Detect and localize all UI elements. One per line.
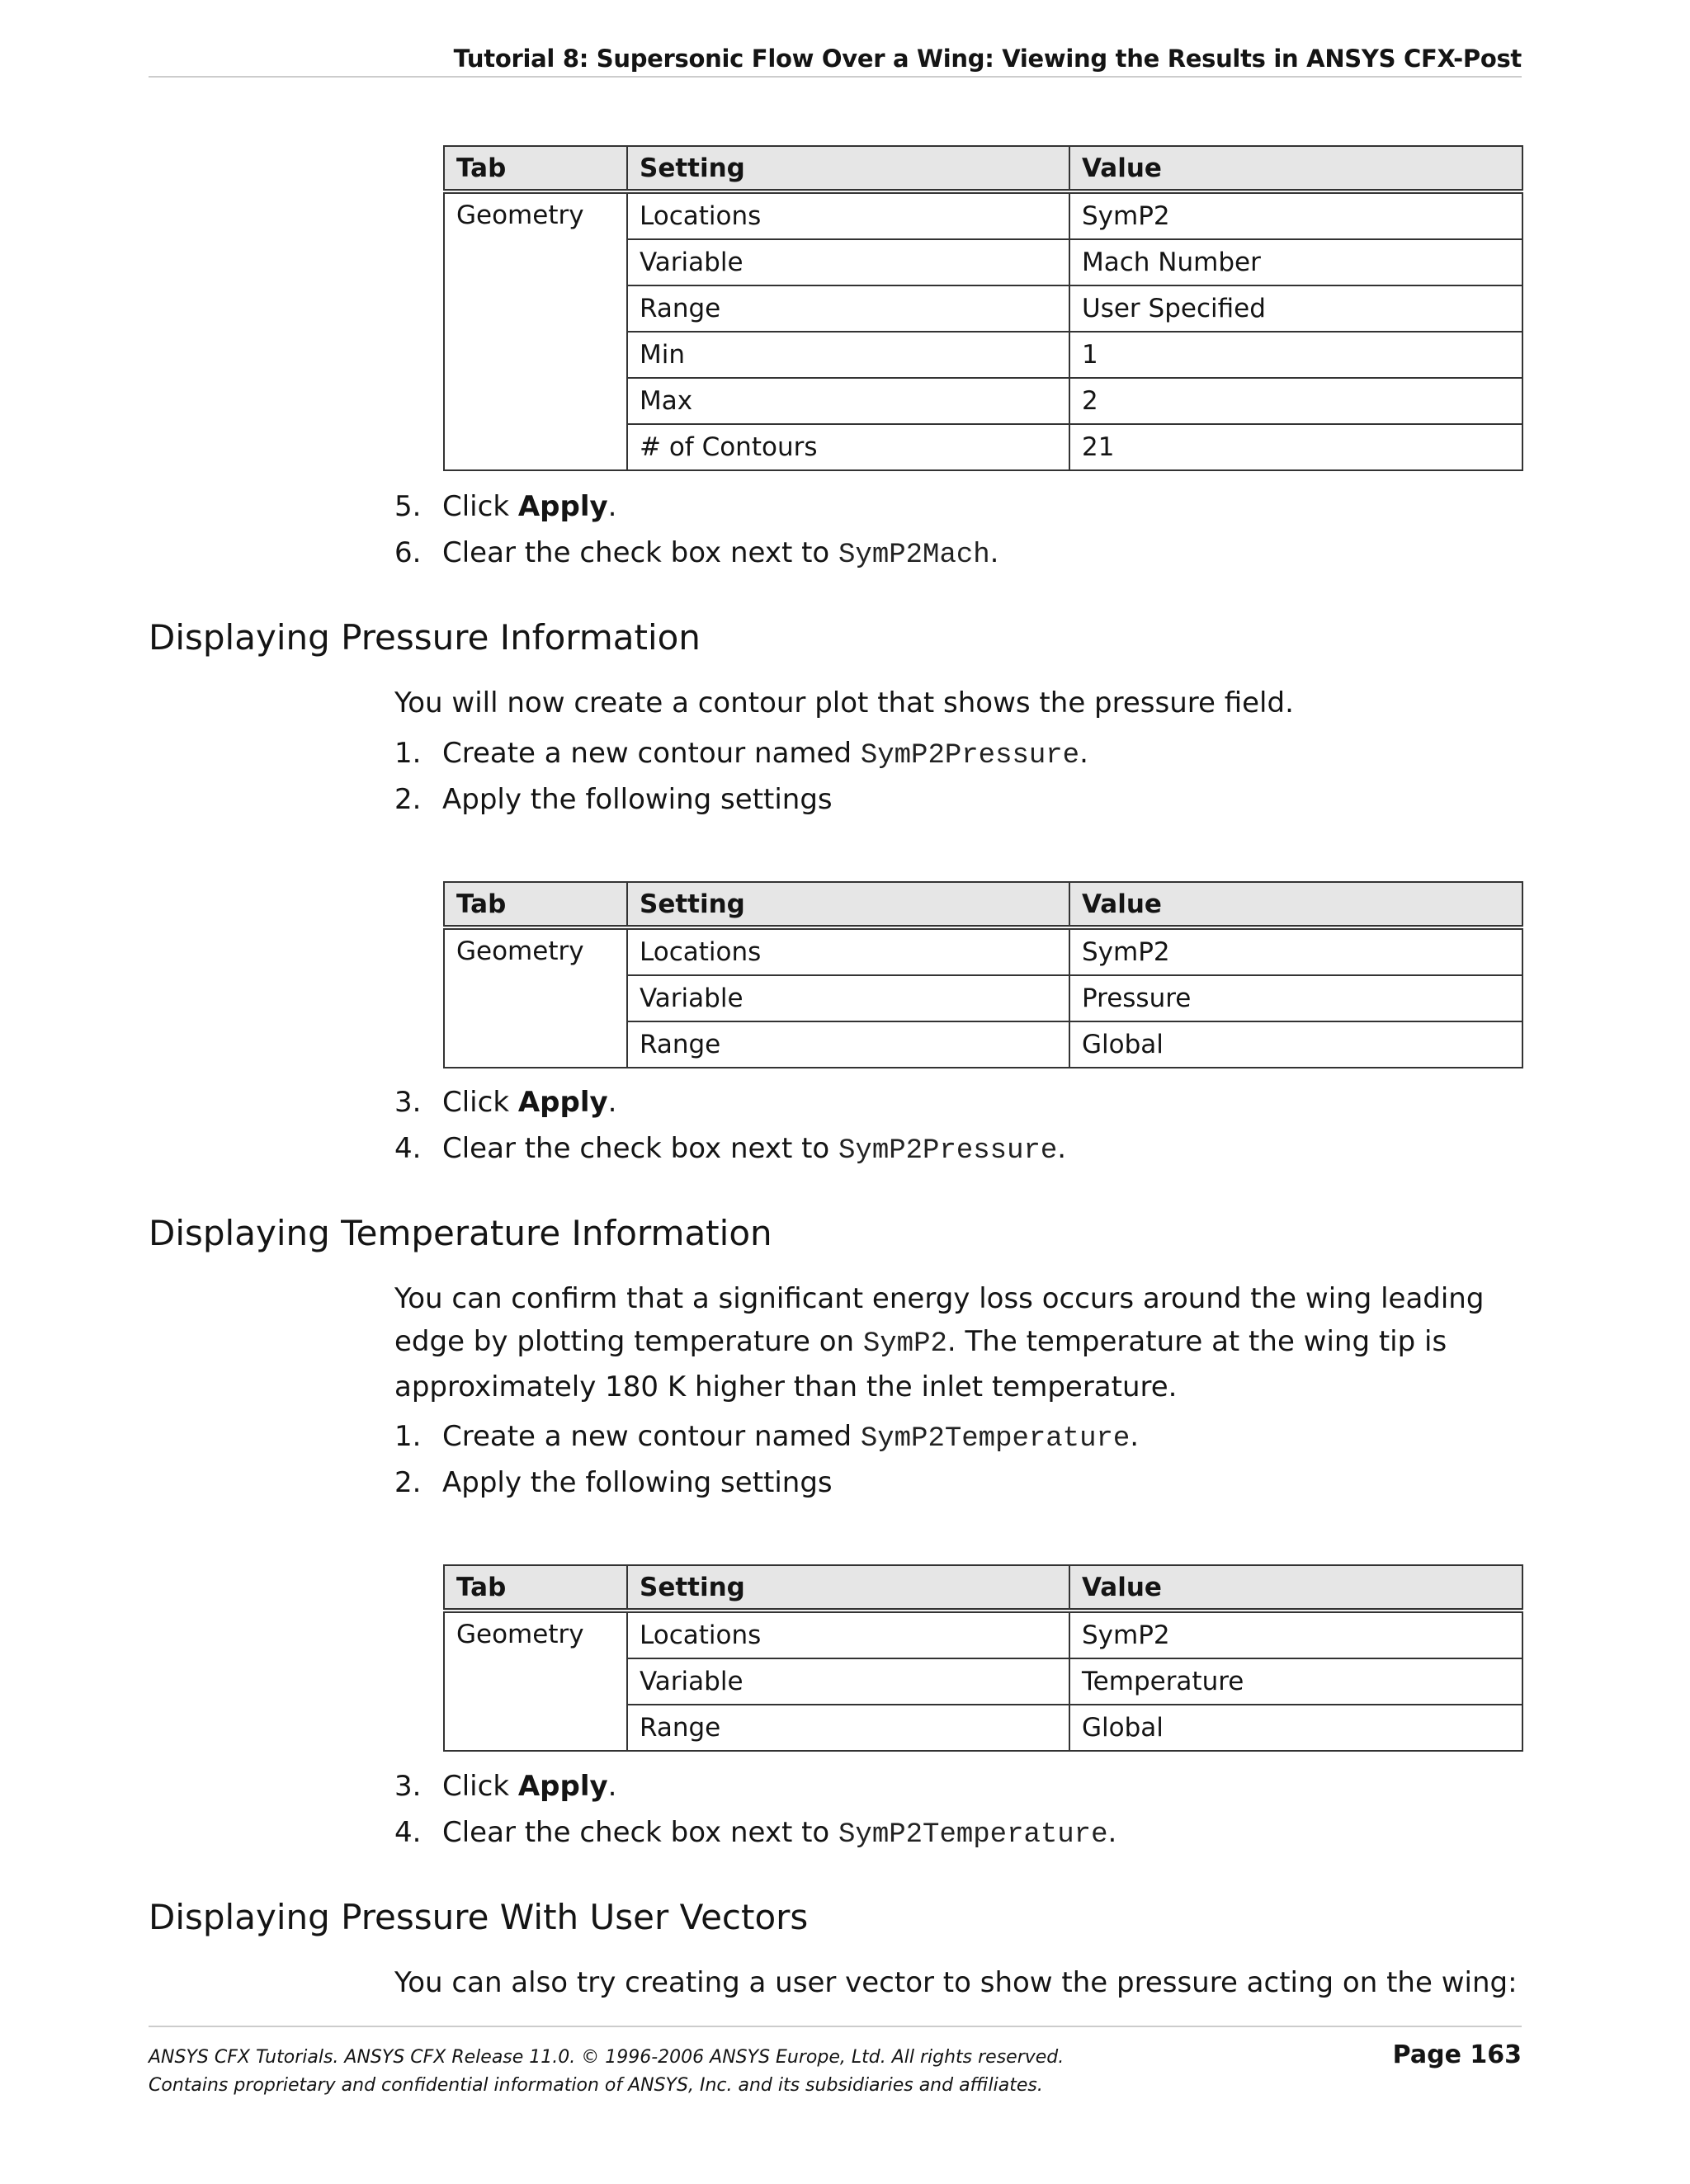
footer-line-1: ANSYS CFX Tutorials. ANSYS CFX Release 11.0. © 1996-2006 ANSYS Europe, Ltd. All rights reserved. [149, 2047, 1065, 2068]
mach-settings-table [443, 145, 1523, 471]
step-punct: . [1079, 737, 1088, 770]
step-text: Clear the check box next to [442, 1132, 839, 1165]
step-text: Clear the check box next to [442, 536, 839, 569]
intro-text: . The temperature at the wing tip is approximately 180 K higher than the inlet temperature. [394, 1325, 1447, 1403]
step-punct: . [1130, 1420, 1140, 1453]
setting-cell: Variable [627, 239, 1069, 285]
running-title: Tutorial 8: Supersonic Flow Over a Wing: Viewing the Results in ANSYS CFX-Post [453, 45, 1522, 73]
column-header-setting: Setting [627, 146, 1069, 191]
code-symp2mach: SymP2Mach [838, 540, 990, 571]
step-5 [394, 490, 616, 523]
temperature-step-3 [394, 1770, 616, 1803]
pressure-step-2 [394, 783, 833, 816]
apply-label: Apply [517, 1086, 608, 1119]
table-header-row [444, 882, 1522, 927]
pressure-intro: You will now create a contour plot that shows the pressure field. [394, 686, 1294, 719]
page-footer [149, 2026, 1522, 2101]
step-punct: . [607, 1770, 617, 1803]
setting-cell: Variable [627, 975, 1069, 1021]
column-header-value: Value [1069, 146, 1522, 191]
table-header-row [444, 146, 1522, 191]
code-symp2: SymP2 [862, 1328, 947, 1360]
value-cell: SymP2 [1069, 927, 1522, 975]
code-symp2pressure: SymP2Pressure [860, 740, 1080, 771]
footer-line-2: Contains proprietary and confidential information of ANSYS, Inc. and its subsidiaries and affiliates. [149, 2075, 1043, 2096]
temperature-settings-table [443, 1564, 1523, 1752]
vectors-intro: You can also try creating a user vector to show the pressure acting on the wing: [394, 1966, 1518, 1999]
step-punct: . [1057, 1132, 1067, 1165]
column-header-value: Value [1069, 882, 1522, 927]
step-punct: . [1107, 1816, 1117, 1849]
step-6 [394, 536, 998, 571]
pressure-step-1 [394, 737, 1088, 771]
tab-cell: Geometry [444, 191, 627, 470]
value-cell: SymP2 [1069, 191, 1522, 239]
step-text: Clear the check box next to [442, 1816, 839, 1849]
apply-label: Apply [517, 490, 608, 523]
heading-pressure: Displaying Pressure Information [149, 617, 701, 658]
column-header-value: Value [1069, 1565, 1522, 1611]
step-punct: . [989, 536, 999, 569]
step-text: Create a new contour named [442, 737, 861, 770]
step-text: Click [442, 1770, 518, 1803]
page-header [149, 41, 1522, 78]
setting-cell: Variable [627, 1658, 1069, 1705]
table-row [444, 1611, 1522, 1658]
setting-cell: Min [627, 332, 1069, 378]
value-cell: SymP2 [1069, 1611, 1522, 1658]
column-header-tab: Tab [444, 1565, 627, 1611]
tab-cell: Geometry [444, 927, 627, 1068]
intro-text: You can confirm that a significant energy loss occurs around the wing leading edge by plotting temperature on [394, 1282, 1485, 1358]
value-cell: User Specified [1069, 285, 1522, 332]
code-symp2temperature: SymP2Temperature [860, 1423, 1131, 1455]
setting-cell: Locations [627, 927, 1069, 975]
setting-cell: Range [627, 1705, 1069, 1751]
value-cell: 2 [1069, 378, 1522, 424]
pressure-step-4 [394, 1132, 1066, 1167]
table-row [444, 927, 1522, 975]
temperature-step-4 [394, 1816, 1116, 1851]
temperature-step-1 [394, 1420, 1139, 1455]
step-number: 2. [394, 783, 422, 816]
value-cell: 21 [1069, 424, 1522, 470]
page-number: Page 163 [1392, 2040, 1522, 2069]
temperature-intro [394, 1277, 1522, 1408]
step-number: 4. [394, 1816, 422, 1849]
step-number: 4. [394, 1132, 422, 1165]
column-header-tab: Tab [444, 882, 627, 927]
column-header-setting: Setting [627, 1565, 1069, 1611]
column-header-setting: Setting [627, 882, 1069, 927]
step-number: 3. [394, 1770, 422, 1803]
step-number: 2. [394, 1466, 422, 1499]
step-number: 1. [394, 1420, 422, 1453]
setting-cell: # of Contours [627, 424, 1069, 470]
tab-cell: Geometry [444, 1611, 627, 1751]
heading-user-vectors: Displaying Pressure With User Vectors [149, 1897, 809, 1937]
value-cell: 1 [1069, 332, 1522, 378]
step-number: 6. [394, 536, 422, 569]
table-row [444, 191, 1522, 239]
code-symp2temperature: SymP2Temperature [838, 1819, 1108, 1851]
pressure-step-3 [394, 1086, 616, 1119]
value-cell: Pressure [1069, 975, 1522, 1021]
value-cell: Global [1069, 1021, 1522, 1068]
step-number: 3. [394, 1086, 422, 1119]
step-text: Apply the following settings [442, 783, 833, 816]
pressure-settings-table [443, 881, 1523, 1068]
table-header-row [444, 1565, 1522, 1611]
step-punct: . [607, 490, 617, 523]
temperature-step-2 [394, 1466, 833, 1499]
value-cell: Temperature [1069, 1658, 1522, 1705]
heading-temperature: Displaying Temperature Information [149, 1213, 772, 1253]
setting-cell: Locations [627, 191, 1069, 239]
step-punct: . [607, 1086, 617, 1119]
step-number: 5. [394, 490, 422, 523]
value-cell: Global [1069, 1705, 1522, 1751]
step-text: Create a new contour named [442, 1420, 861, 1453]
apply-label: Apply [517, 1770, 608, 1803]
setting-cell: Range [627, 1021, 1069, 1068]
step-text: Click [442, 490, 518, 523]
setting-cell: Range [627, 285, 1069, 332]
step-text: Apply the following settings [442, 1466, 833, 1499]
setting-cell: Max [627, 378, 1069, 424]
footer-copyright [149, 2044, 1064, 2100]
code-symp2pressure: SymP2Pressure [838, 1135, 1058, 1167]
column-header-tab: Tab [444, 146, 627, 191]
step-text: Click [442, 1086, 518, 1119]
setting-cell: Locations [627, 1611, 1069, 1658]
value-cell: Mach Number [1069, 239, 1522, 285]
step-number: 1. [394, 737, 422, 770]
